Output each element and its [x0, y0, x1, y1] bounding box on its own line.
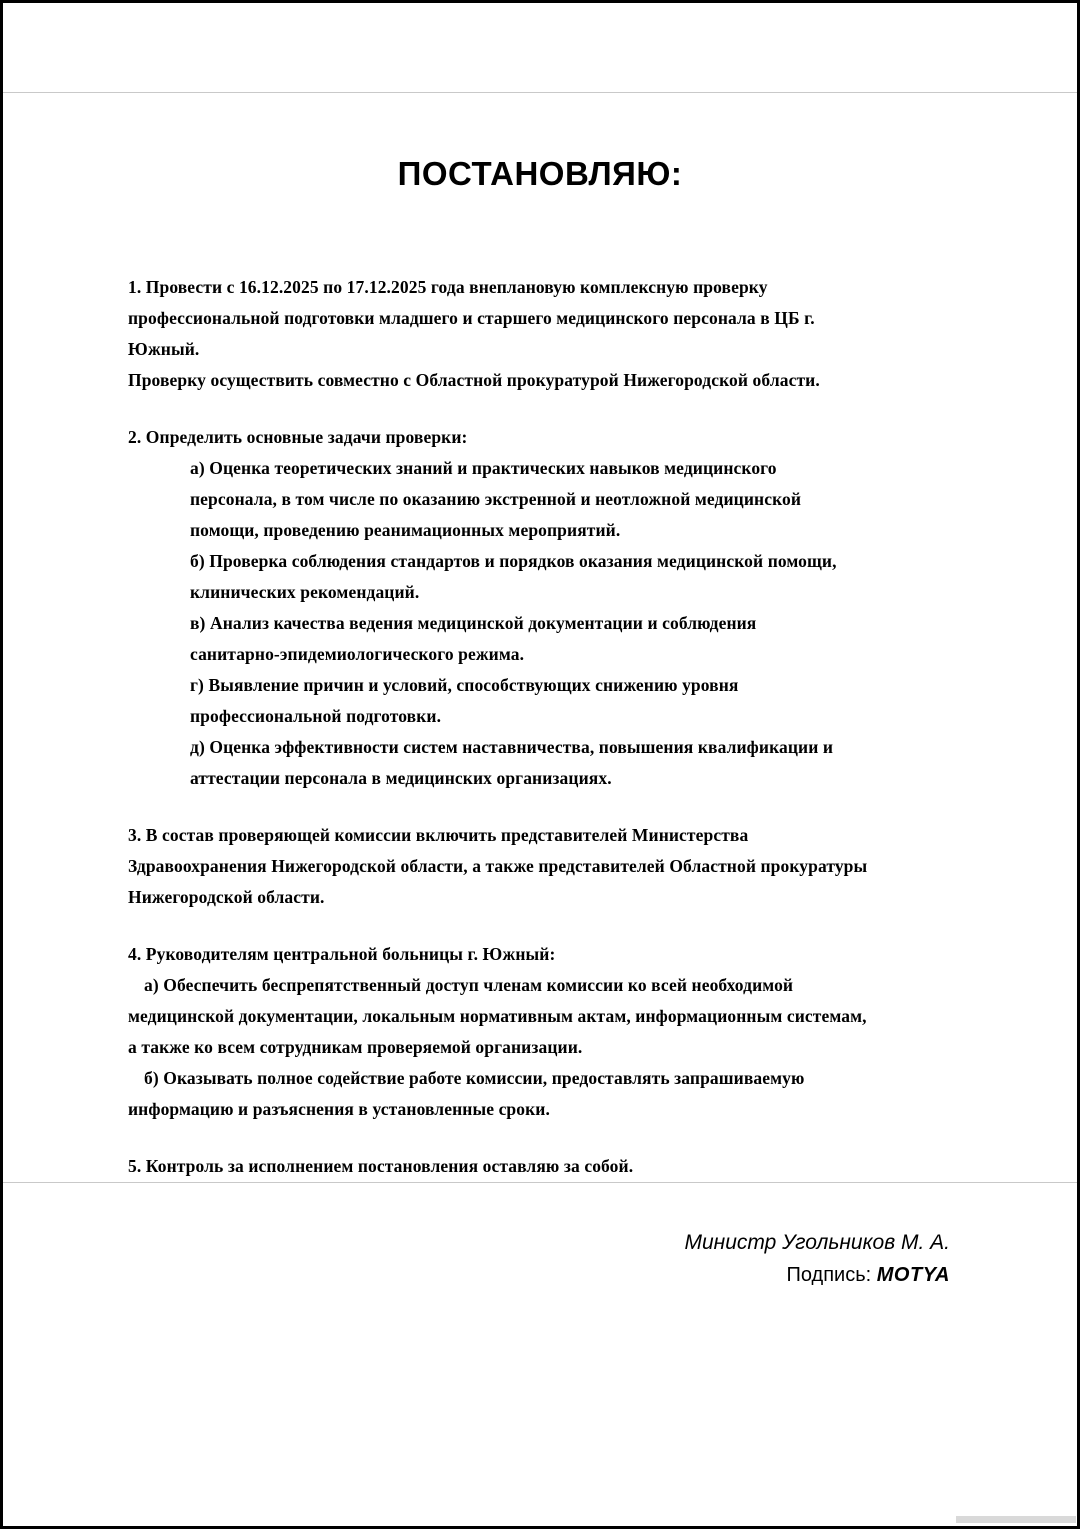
document-body	[128, 272, 948, 1182]
signature-value: MOTYA	[876, 1264, 950, 1286]
text-line: аттестации персонала в медицинских организациях.	[190, 768, 612, 788]
text-line: а) Обеспечить беспрепятственный доступ членам комиссии ко всей необходимой	[144, 975, 794, 995]
text-line: помощи, проведению реанимационных мероприятий.	[190, 520, 621, 540]
text-line: 3. В состав проверяющей комиссии включить представителей Министерства	[128, 825, 749, 845]
text-line: санитарно-эпидемиологического режима.	[190, 644, 525, 664]
paragraph-item-2	[128, 422, 948, 794]
text-line: персонала, в том числе по оказанию экстренной и неотложной медицинской	[190, 489, 802, 509]
text-line: клинических рекомендаций.	[190, 582, 420, 602]
text-line: а) Оценка теоретических знаний и практических навыков медицинского	[190, 458, 777, 478]
signature-block	[685, 1228, 951, 1290]
text-line: в) Анализ качества ведения медицинской документации и соблюдения	[190, 613, 757, 633]
signature-row	[685, 1260, 951, 1290]
signatory-name: Министр Угольников М. А.	[684, 1231, 950, 1254]
text-line: г) Выявление причин и условий, способствующих снижению уровня	[190, 675, 739, 695]
text-line: профессиональной подготовки.	[190, 706, 442, 726]
text-line: информацию и разъяснения в установленные сроки.	[128, 1099, 550, 1119]
text-line: 1. Провести с 16.12.2025 по 17.12.2025 года внеплановую комплексную проверку	[128, 277, 768, 297]
text-line: а также ко всем сотрудникам проверяемой организации.	[128, 1037, 583, 1057]
signature-label: Подпись:	[786, 1264, 872, 1286]
text-line: профессиональной подготовки младшего и старшего медицинского персонала в ЦБ г.	[128, 308, 815, 328]
text-line: Проверку осуществить совместно с Областной прокуратурой Нижегородской области.	[128, 370, 820, 390]
header-divider	[3, 92, 1077, 93]
text-line: Здравоохранения Нижегородской области, а также представителей Областной прокуратуры	[128, 856, 868, 876]
text-line: медицинской документации, локальным нормативным актам, информационным системам,	[128, 1006, 867, 1026]
text-line: 5. Контроль за исполнением постановления оставляю за собой.	[128, 1156, 634, 1176]
page-title: ПОСТАНОВЛЯЮ:	[397, 155, 683, 192]
scrollbar-indicator[interactable]	[956, 1516, 1076, 1523]
text-line: Нижегородской области.	[128, 887, 325, 907]
text-line: д) Оценка эффективности систем наставничества, повышения квалификации и	[190, 737, 834, 757]
paragraph-item-4	[128, 939, 948, 1125]
page-border-top	[0, 0, 1080, 3]
footer-divider	[3, 1182, 1077, 1183]
text-line: б) Оказывать полное содействие работе комиссии, предоставлять запрашиваемую	[144, 1068, 805, 1088]
text-line: Южный.	[128, 339, 200, 359]
paragraph-item-1	[128, 272, 948, 396]
text-line: 2. Определить основные задачи проверки:	[128, 427, 468, 447]
paragraph-item-5	[128, 1151, 948, 1182]
paragraph-item-3	[128, 820, 948, 913]
page-border-left	[0, 0, 3, 1529]
text-line: 4. Руководителям центральной больницы г. Южный:	[128, 944, 556, 964]
text-line: б) Проверка соблюдения стандартов и порядков оказания медицинской помощи,	[190, 551, 837, 571]
